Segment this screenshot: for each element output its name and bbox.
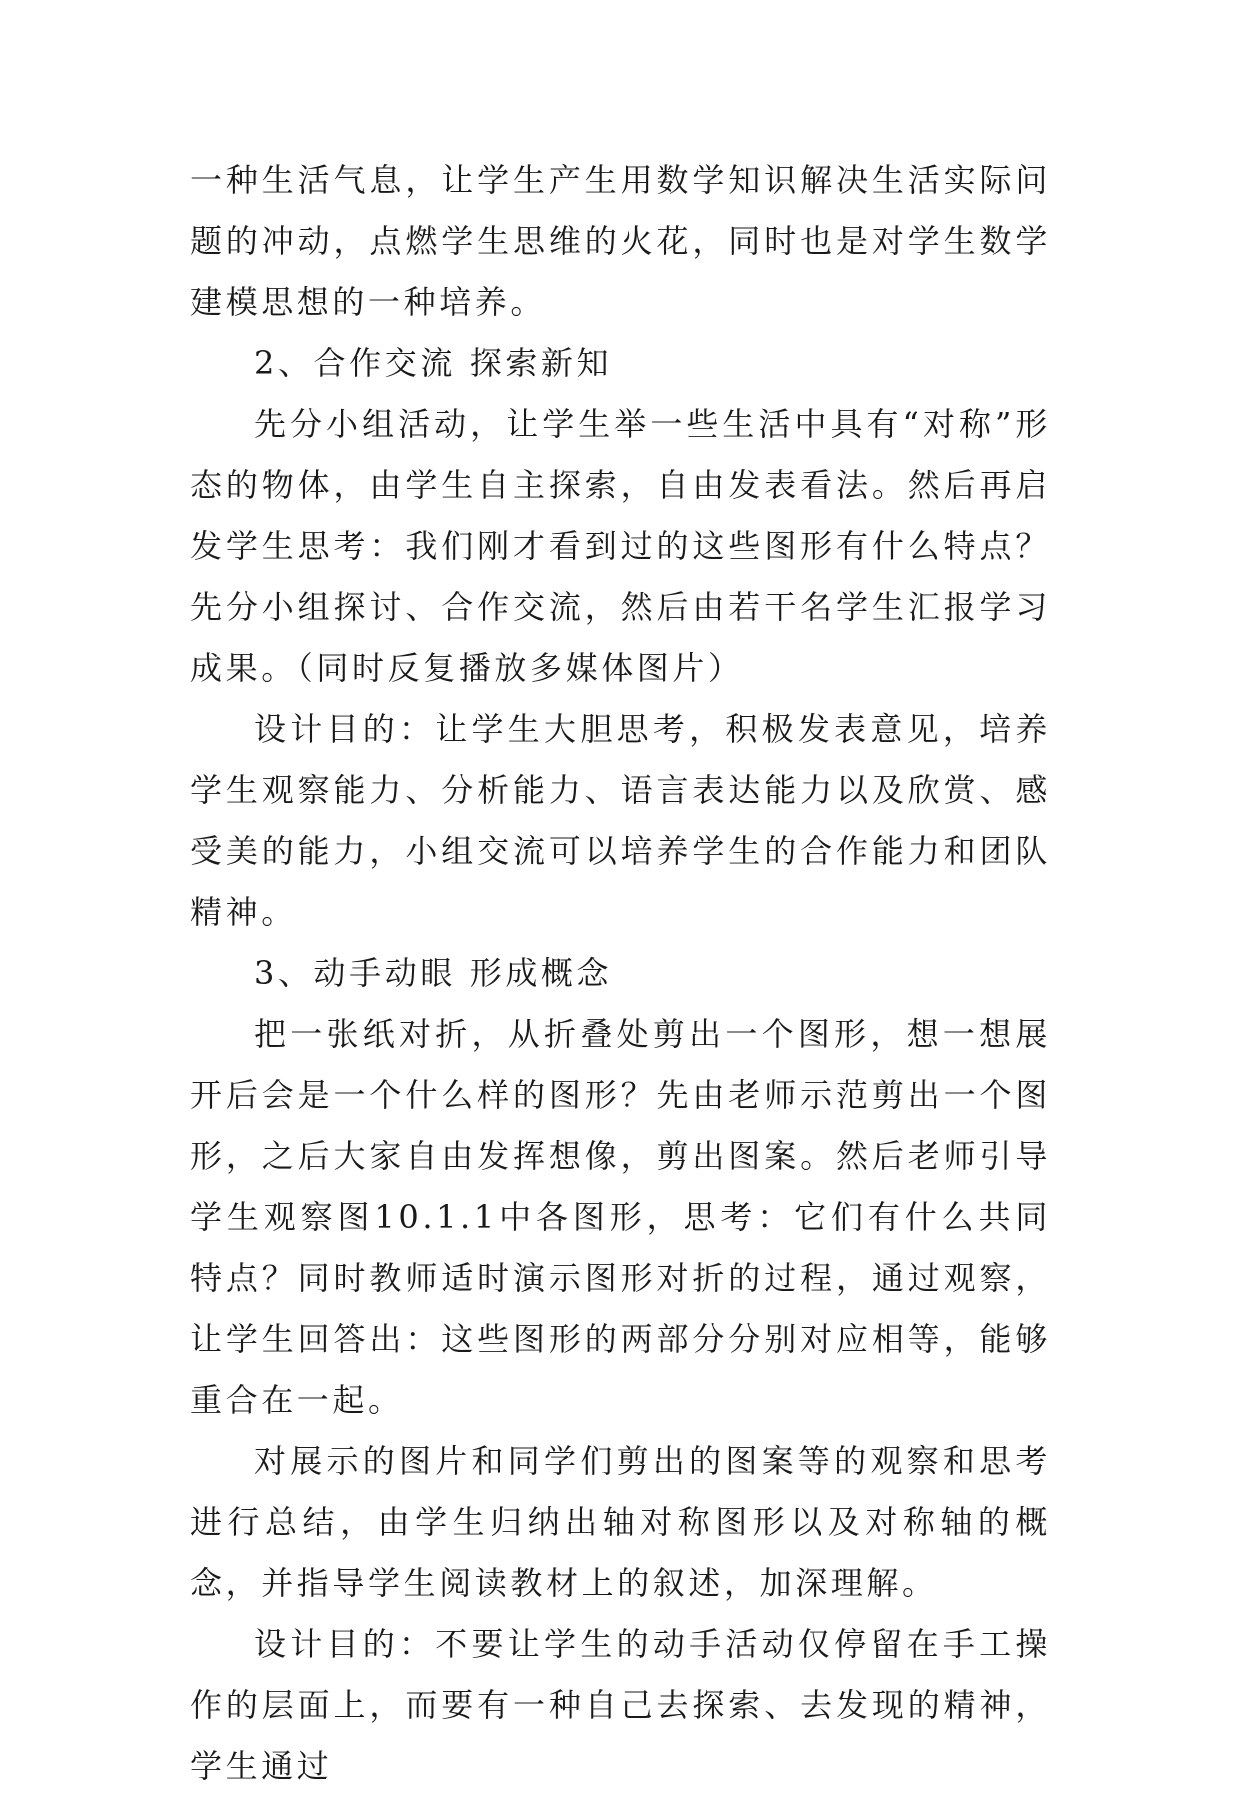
- paragraph-summary: 对展示的图片和同学们剪出的图案等的观察和思考进行总结，由学生归纳出轴对称图形以及对称轴的概念，并指导学生阅读教材上的叙述，加深理解。: [190, 1442, 1051, 1602]
- paragraph-design-purpose-2: 设计目的：不要让学生的动手活动仅停留在手工操作的层面上，而要有一种自己去探索、去发现的精神，学生通过: [190, 1625, 1051, 1785]
- paragraph-design-purpose-1: 设计目的：让学生大胆思考，积极发表意见，培养学生观察能力、分析能力、语言表达能力以及欣赏、感受美的能力，小组交流可以培养学生的合作能力和团队精神。: [190, 710, 1051, 931]
- section-heading-3: 3、动手动眼 形成概念: [254, 954, 613, 992]
- paragraph-group-activity: 先分小组活动，让学生举一些生活中具有“对称”形态的物体，由学生自主探索，自由发表看法。然后再启发学生思考：我们刚才看到过的这些图形有什么特点？先分小组探讨、合作交流，然后由若干名学生汇报学习成果。（同时反复播放多媒体图片）: [190, 405, 1051, 687]
- section-heading-2: 2、合作交流 探索新知: [254, 344, 613, 382]
- paragraph-continuation: 一种生活气息，让学生产生用数学知识解决生活实际问题的冲动，点燃学生思维的火花，同时也是对学生数学建模思想的一种培养。: [190, 161, 1051, 321]
- paragraph-paper-folding: 把一张纸对折，从折叠处剪出一个图形，想一想展开后会是一个什么样的图形？先由老师示范剪出一个图形，之后大家自由发挥想像，剪出图案。然后老师引导学生观察图10.1.1中各图形，思考：它们有什么共同特点？同时教师适时演示图形对折的过程，通过观察，让学生回答出：这些图形的两部分分别对应相等，能够重合在一起。: [190, 1015, 1051, 1419]
- document-body: [190, 150, 1051, 1797]
